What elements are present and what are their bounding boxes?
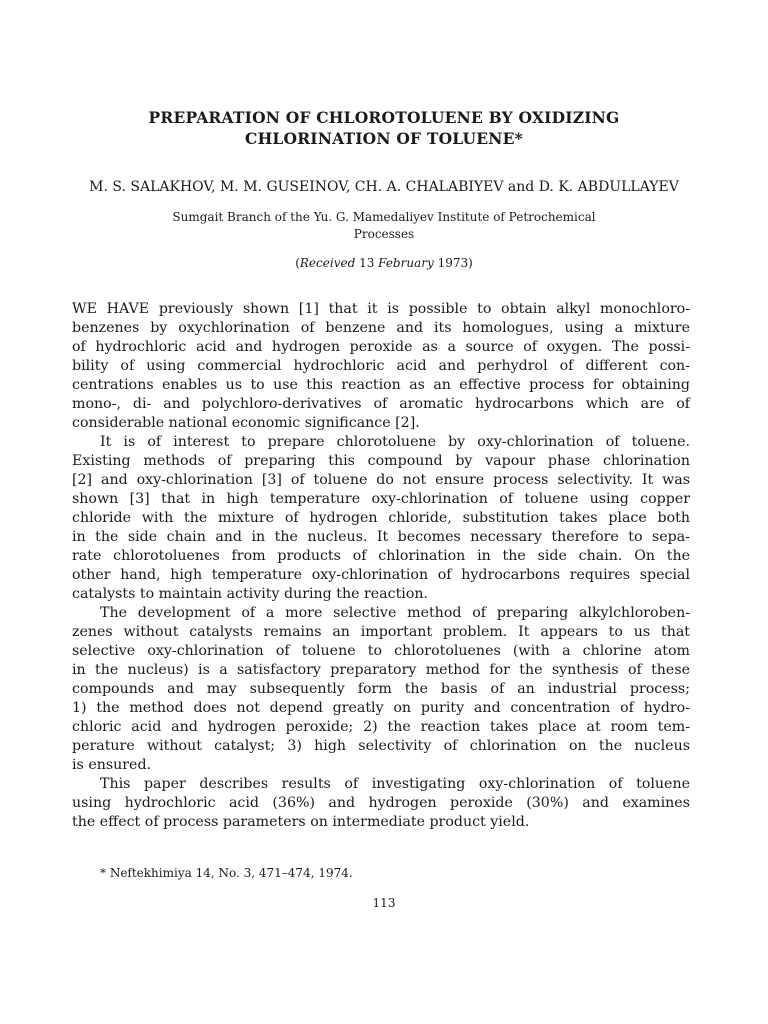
body-line: It is of interest to prepare chlorotoluene by oxy-chlorination of toluene. <box>100 434 690 450</box>
body-line: chloride with the mixture of hydrogen chloride, substitution takes place both <box>72 510 690 526</box>
body-line: is ensured. <box>72 757 152 773</box>
body-line: Existing methods of preparing this compound by vapour phase chlorination <box>72 453 690 469</box>
body-line: considerable national economic significance [2]. <box>72 415 420 431</box>
paper-title-line-2: CHLORINATION OF TOLUENE* <box>245 129 523 148</box>
body-line: other hand, high temperature oxy-chlorination of hydrocarbons requires special <box>72 567 690 583</box>
page-number: 113 <box>372 896 396 910</box>
received-month: February <box>378 256 434 270</box>
body-line: shown [3] that in high temperature oxy-chlorination of toluene using copper <box>72 491 690 507</box>
body-line: of hydrochloric acid and hydrogen peroxide as a source of oxygen. The possi- <box>72 339 690 355</box>
received-word: Received <box>299 256 356 270</box>
body-line: in the side chain and in the nucleus. It becomes necessary therefore to sepa- <box>72 529 690 545</box>
body-line: The development of a more selective method of preparing alkylchloroben- <box>100 605 690 621</box>
body-line: mono-, di- and polychloro-derivatives of aromatic hydrocarbons which are of <box>72 396 690 412</box>
affiliation-line-2: Processes <box>353 227 415 241</box>
paper-title-line-1: PREPARATION OF CHLOROTOLUENE BY OXIDIZING <box>148 108 620 127</box>
body-line: the effect of process parameters on intermediate product yield. <box>72 814 530 830</box>
body-line: chloric acid and hydrogen peroxide; 2) the reaction takes place at room tem- <box>72 719 690 735</box>
body-line: This paper describes results of investigating oxy-chlorination of toluene <box>100 776 690 792</box>
footnote: * Neftekhimiya 14, No. 3, 471–474, 1974. <box>100 866 353 880</box>
body-line: catalysts to maintain activity during the reaction. <box>72 586 429 602</box>
body-line: using hydrochloric acid (36%) and hydrogen peroxide (30%) and examines <box>72 795 690 811</box>
body-line: [2] and oxy-chlorination [3] of toluene do not ensure process selectivity. It was <box>72 472 690 488</box>
body-line: perature without catalyst; 3) high selectivity of chlorination on the nucleus <box>72 738 690 754</box>
author-list: M. S. SALAKHOV, M. M. GUSEINOV, CH. A. CHALABIYEV and D. K. ABDULLAYEV <box>89 179 679 195</box>
body-text <box>72 300 690 832</box>
body-line: benzenes by oxychlorination of benzene and its homologues, using a mixture <box>72 320 690 336</box>
body-line: 1) the method does not depend greatly on purity and concentration of hydro- <box>72 700 690 716</box>
received-day: 13 <box>355 256 379 270</box>
body-line: centrations enables us to use this reaction as an effective process for obtaining <box>72 377 690 393</box>
body-line: compounds and may subsequently form the basis of an industrial process; <box>72 681 690 697</box>
body-line: zenes without catalysts remains an important problem. It appears to us that <box>72 624 690 640</box>
affiliation-line-1: Sumgait Branch of the Yu. G. Mamedaliyev Institute of Petrochemical <box>172 210 596 224</box>
body-line: selective oxy-chlorination of toluene to chlorotoluenes (with a chlorine atom <box>72 643 690 659</box>
received-year: 1973) <box>433 256 473 270</box>
received-open: ( <box>295 256 300 270</box>
body-line: bility of using commercial hydrochloric acid and perhydrol of different con- <box>72 358 690 374</box>
received-date <box>0 256 768 270</box>
body-line: WE HAVE previously shown [1] that it is possible to obtain alkyl monochloro- <box>72 301 690 317</box>
body-line: in the nucleus) is a satisfactory preparatory method for the synthesis of these <box>72 662 690 678</box>
body-line: rate chlorotoluenes from products of chlorination in the side chain. On the <box>72 548 690 564</box>
